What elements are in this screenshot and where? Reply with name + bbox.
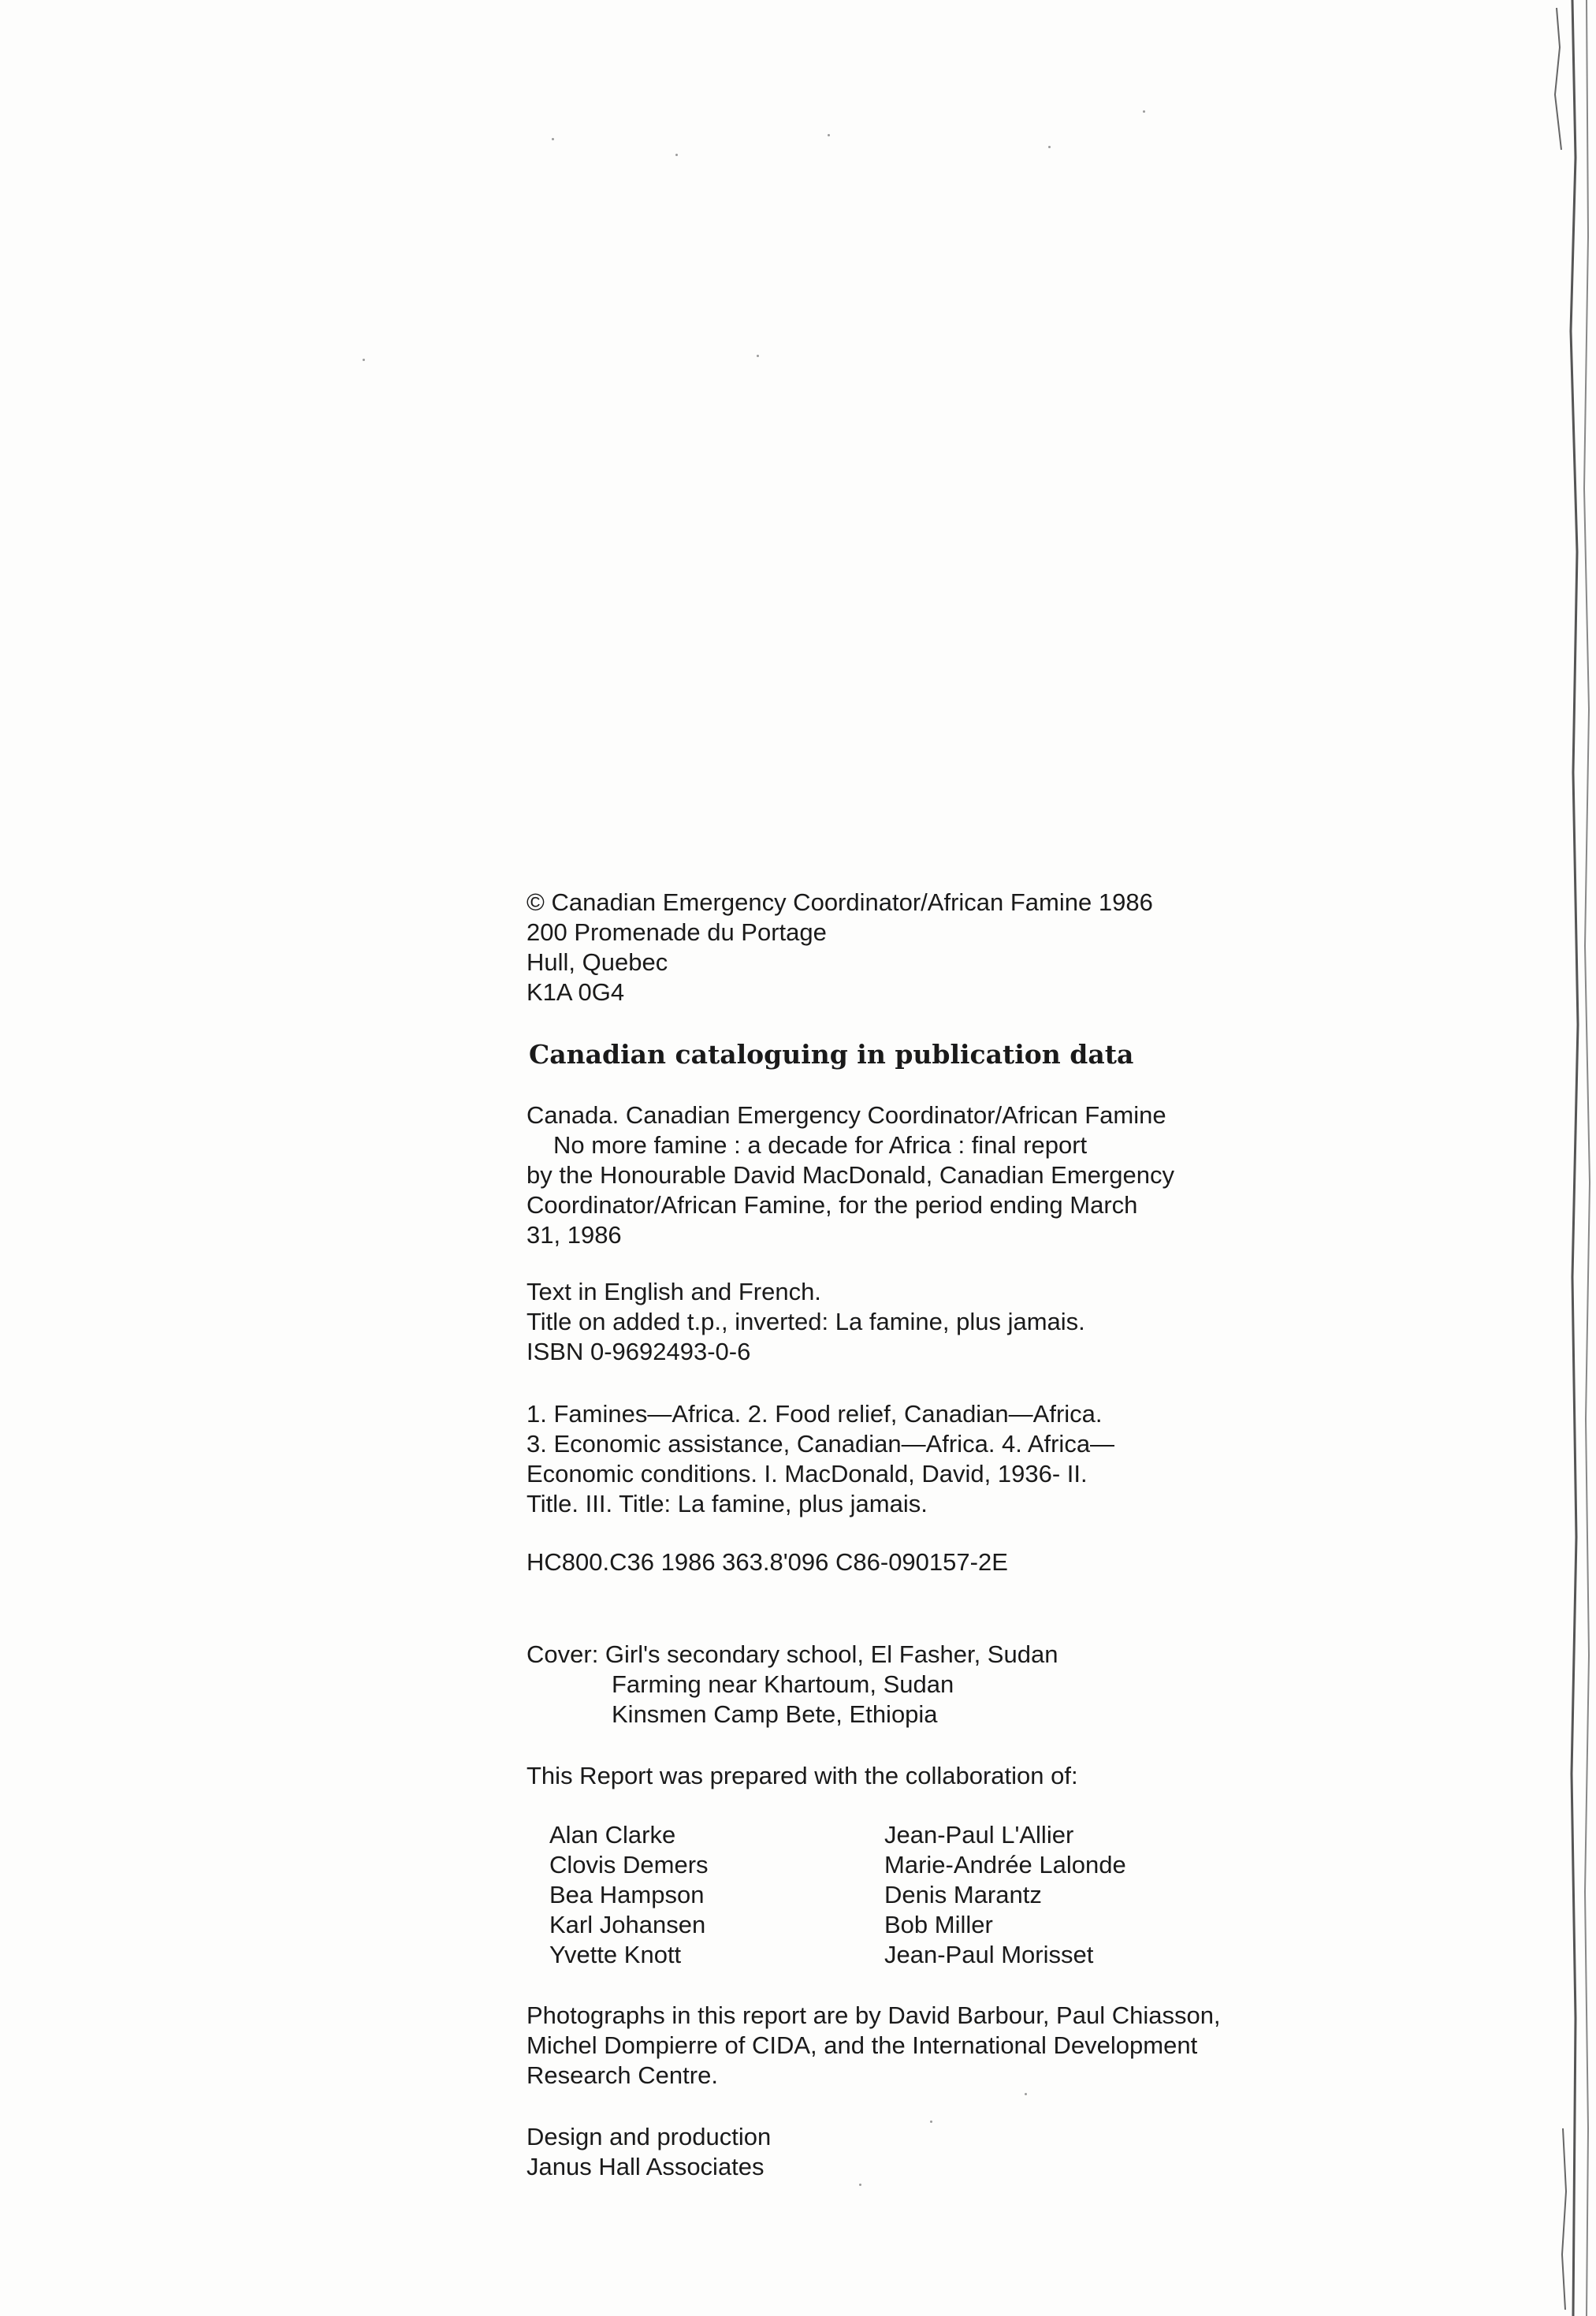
copyright-line: © Canadian Emergency Coordinator/African Famine 1986: [526, 888, 1153, 916]
collaboration-heading: This Report was prepared with the collaboration of:: [526, 1762, 1078, 1789]
address-line: Hull, Quebec: [526, 948, 668, 976]
binding-edge: [1541, 0, 1596, 2316]
design-credits: [526, 2122, 1315, 2182]
call-numbers: [526, 1547, 1315, 1577]
cip-subjects: [526, 1399, 1315, 1519]
collaborator-name: Bea Hampson: [549, 1881, 705, 1908]
design-heading: Design and production: [526, 2123, 772, 2150]
cip-author: Canada. Canadian Emergency Coordinator/African Famine: [526, 1101, 1166, 1129]
scan-speck: [363, 359, 365, 361]
collaborator-name: Jean-Paul L'Allier: [884, 1821, 1074, 1849]
cip-subject: 1. Famines—Africa. 2. Food relief, Canadian—Africa.: [526, 1400, 1103, 1428]
scan-speck: [552, 138, 554, 140]
scan-speck: [757, 355, 759, 357]
collaborator-name: Marie-Andrée Lalonde: [884, 1851, 1126, 1878]
cover-line: Kinsmen Camp Bete, Ethiopia: [612, 1700, 938, 1728]
cip-subject: 3. Economic assistance, Canadian—Africa. 4. Africa—: [526, 1430, 1115, 1458]
cover-credits: [526, 1640, 1315, 1730]
collaborator-name: Bob Miller: [884, 1911, 993, 1938]
postal-code: K1A 0G4: [526, 978, 625, 1006]
cip-statement: Coordinator/African Famine, for the period ending March: [526, 1191, 1138, 1219]
photo-credit-line: Research Centre.: [526, 2061, 718, 2089]
cip-subject: Title. III. Title: La famine, plus jamais.: [526, 1490, 928, 1517]
copyright-block: [526, 888, 1315, 1007]
collaborator-name: Jean-Paul Morisset: [884, 1941, 1094, 1968]
cip-note: Title on added t.p., inverted: La famine, plus jamais.: [526, 1308, 1085, 1335]
collaborator-name: Alan Clarke: [549, 1821, 676, 1849]
cover-line: Cover: Girl's secondary school, El Fasher, Sudan: [526, 1640, 1058, 1668]
address-line: 200 Promenade du Portage: [526, 918, 827, 946]
cip-subject: Economic conditions. I. MacDonald, David, 1936- II.: [526, 1460, 1088, 1488]
cip-note: Text in English and French.: [526, 1278, 821, 1305]
scan-speck: [1025, 2093, 1027, 2095]
collaborators-left: [549, 1820, 709, 1970]
collaborator-name: Denis Marantz: [884, 1881, 1042, 1908]
cip-statement: 31, 1986: [526, 1221, 622, 1249]
design-firm: Janus Hall Associates: [526, 2153, 765, 2180]
collaborator-name: Yvette Knott: [549, 1941, 682, 1968]
cip-entry: [526, 1100, 1315, 1250]
scan-speck: [1143, 110, 1145, 113]
cip-statement: by the Honourable David MacDonald, Canadian Emergency: [526, 1161, 1174, 1189]
scan-speck: [828, 134, 830, 136]
cover-line: Farming near Khartoum, Sudan: [612, 1670, 954, 1698]
call-number-line: HC800.C36 1986 363.8'096 C86-090157-2E: [526, 1548, 1008, 1576]
cip-notes: [526, 1277, 1315, 1367]
collaborator-name: Clovis Demers: [549, 1851, 709, 1878]
cip-title: No more famine : a decade for Africa : final report: [553, 1131, 1088, 1159]
photo-credit-line: Michel Dompierre of CIDA, and the International Development: [526, 2031, 1198, 2059]
collaboration-intro: [526, 1761, 1315, 1791]
cip-heading: Canadian cataloguing in publication data: [529, 1039, 1134, 1070]
scan-speck: [1048, 146, 1051, 148]
photo-credits: [526, 2001, 1315, 2091]
collaborators-right: [884, 1820, 1126, 1970]
isbn: ISBN 0-9692493-0-6: [526, 1338, 751, 1365]
scan-speck: [675, 154, 678, 156]
scan-speck: [859, 2184, 861, 2186]
photo-credit-line: Photographs in this report are by David Barbour, Paul Chiasson,: [526, 2001, 1221, 2029]
collaborator-name: Karl Johansen: [549, 1911, 706, 1938]
